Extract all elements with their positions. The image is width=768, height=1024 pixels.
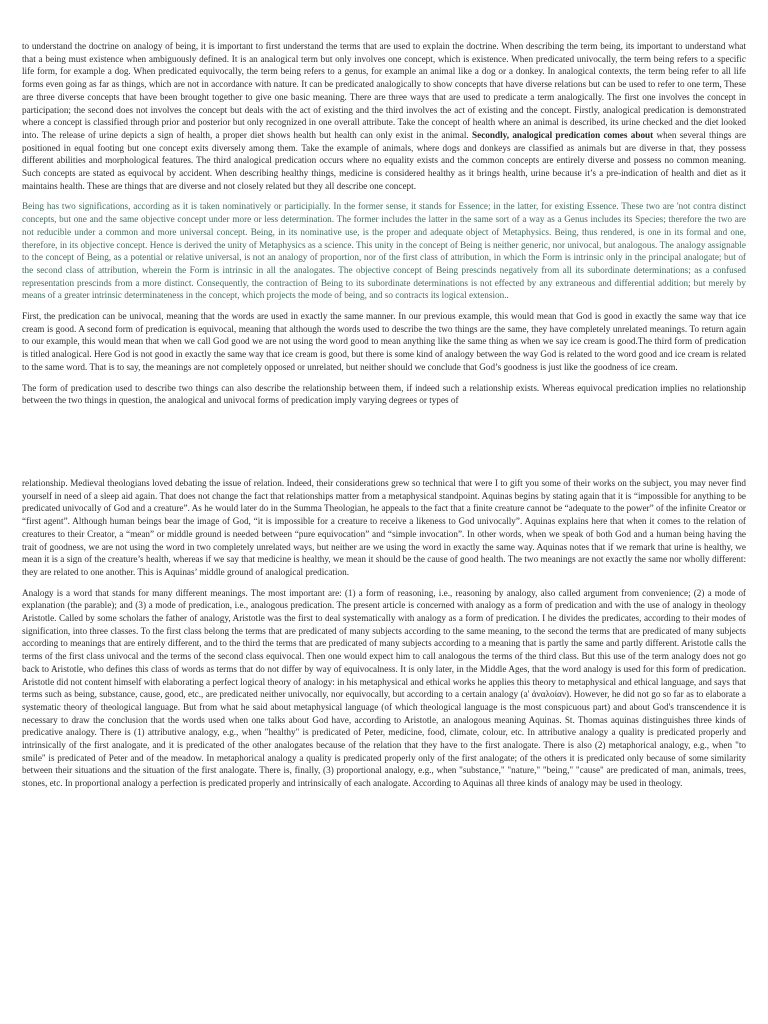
paragraph-text: when several things are positioned in equal footing but one concept exits diversely among them. Take the example of animals, where dogs and donkeys are classified as animals but are diverse in that, they possess different abilities and morphological features. The third analogical predication occurs where no equality exists and the common concepts are entirely diverse and possess no common meaning. Such concepts are stated as equivocal by accident. When describing healthy things, medicine is considered healthy as it brings health, urine because it’s a pre-indication of health and diet as it maintains health. These are things that are diverse and not closely related but they all describe one concept. [22,129,747,191]
bold-phrase: Secondly, analogical predication comes about [472,129,654,140]
document-page [22,40,746,790]
quoted-passage-being-significations: Being has two significations, according as it is taken nominatively or participially. In the former sense, it stands for Essence; in the latter, for existing Essence. These two are 'not contra distinct concepts, but one and the same objective concept under more or less determination. The former includes the latter in the same sort of a way as a Genus includes its Species; therefore the two are not reducible under a common and more universal concept. Being, in its nominative use, is the proper and adequate object of Metaphysics. Being, thus rendered, is one in its formal and one, therefore, in its objective concept. Hence is derived the unity of Metaphysics as a science. This unity in the concept of Being is neither generic, nor univocal, but analogous. The analogy assignable to the concept of Being, as a potential or relative universal, is not an analogy of proportion, nor of the first class of attribution, in which the Form is intrinsic only in the principal analogate; but of the second class of attribution, wherein the Form is intrinsic in all the analogates. The objective concept of Being prescinds negatively from all its subordinate determinations; as a confused representation prescinds from a more distinct. Consequently, the contraction of Being to its subordinate determinations is not effected by any extraneous and differential addition; but merely by means of a greater intrinsic determinateness in the concept, which projects the mode of being, and so contracts its logical extension.. [22,201,746,301]
paragraph-analogy-meanings: Analogy is a word that stands for many different meanings. The most important are: (1) a form of reasoning, i.e., reasoning by analogy, also called argument from convenience; (2) a mode of explanation (the parable); and (3) a mode of predication, i.e., analogous predication. The present article is concerned with analogy as a form of predication and with the use of analogy in theology Aristotle. Called by some scholars the father of analogy, Aristotle was the first to deal systematically with analogy as a form of predication. I he divides the predicates, according to their modes of signification, into three classes. To the first class belong the terms that are predicated of many subjects according to the same meaning, to the second the terms that are predicated of many subjects according to meanings that are entirely different, and to the third the terms that are predicated of many subjects according to a meaning that is partly the same and partly different. Aristotle calls the terms of the first class univocal and the terms of the second class equivocal. Then one would expect him to call analogous the terms of the third class. But this use of the term analogy does not go back to Aristotle, who defines this class of words as terms that do not differ by way of equivocalness. It is only later, in the Middle Ages, that the word analogy is used for this form of predication. Aristotle did not content himself with elaborating a perfect logical theory of analogy: in his metaphysical and ethical works he applies this theory to metaphysical and ethical language, and says that terms such as being, substance, cause, good, etc., are predicated neither univocally, nor equivocally, but according to a certain analogy (a' ἀναλοίαν). However, he did not go so far as to elaborate a systematic theory of theological language. But from what he said about metaphysical language (of which theological language is the most conspicuous part) and about God's transcendence it is necessary to draw the conclusion that the words used when one talks about God have, according to Aristotle, an analogous meaning Aquinas. St. Thomas aquinas distinguishes three kinds of predicative analogy. There is (1) attributive analogy, e.g., when "healthy" is predicated of Peter, medicine, food, climate, colour, etc. In attributive analogy a quality is predicated properly and intrinsically of the first analogate, and it is predicated of the other analogates because of the relation that they have to the first analogate. There is also (2) metaphorical analogy, e.g., when "to smile" is predicated of Peter and of the meadow. In metaphorical analogy a quality is predicated properly only of the first analogate; of the others it is predicated only because of some similarity between their situations and the situation of the first analogate. There is, finally, (3) proportional analogy, e.g., when "substance," "nature," "being," "cause" are predicated of man, animals, trees, stones, etc. In proportional analogy a perfection is predicated properly and intrinsically of each analogate. According to Aquinas all three kinds of analogy may be used in theology. [22,587,746,789]
page-break-gap [22,407,746,477]
paragraph-text: to understand the doctrine on analogy of being, it is important to first understand the terms that are used to explain the doctrine. When describing the term being, its important to understand what that a being must existence when ambiguously defined. It is an analogical term but only involves one concept, which is existence. When predicated univocally, the term being refers to a specific life form, for example a dog. When predicated equivocally, the term being refers to a genus, for example an animal like a dog or a donkey. In analogical contexts, the term being refer to all life forms even going as far as things, which are not in accordance with nature. It can be predicated analogically to show concepts that have diverse relations but can be used to refer to one term, These are three diverse concepts that have been brought together to give one basic meaning. There are three ways that are used to predicate a term analogically. The first one involves the concept in participation; the second does not involves the concept but deals with the act of existing and the third involves the act of existing and the concept. Firstly, analogical predication is demonstrated where a concept is classified through prior and posterior but only recognized in one overall attribute. Take the concept of health where an animal is described, its urine checked and the diet looked into. The release of urine depicts a sign of health, a proper diet shows health but health can only exist in the animal. [22,41,746,140]
paragraph-forms-of-predication: First, the predication can be univocal, meaning that the words are used in exactly the same manner. In our previous example, this would mean that God is good in exactly the same way that ice cream is good. A second form of predication is equivocal, meaning that although the words used to describe the two things are the same, they have completely unrelated meanings. To return again to our example, this would mean that when we call God good we are not using the word good to mean anything like the same thing as when we say ice cream is good.The third form of predication is titled analogical. Here God is not good in exactly the same way that ice cream is good, but there is some kind of analogy between the way God is related to the word good and ice cream is related to the same word. That is to say, the meanings are not completely opposed or unrelated, but neither should we conclude that God’s goodness is just like the goodness of ice cream. [22,311,746,372]
paragraph-relationship-intro: The form of predication used to describe two things can also describe the relationship between them, if indeed such a relationship exists. Whereas equivocal predication implies no relationship between the two things in question, the analogical and univocal forms of predication imply varying degrees or types of [22,382,746,406]
paragraph-medieval-relation: relationship. Medieval theologians loved debating the issue of relation. Indeed, their considerations grew so technical that were I to gift you some of their works on the subject, you may never find yourself in need of a sleep aid again. That does not change the fact that relationships matter from a metaphysical standpoint. Aquinas begins by stating again that it is “impossible for anything to be predicated univocally of God and a creature”. As he would later do in the Summa Theologian, he appeals to the fact that a finite creature cannot be “adequate to the power” of the infinite Creator or “first agent”. Although human beings bear the image of God, “it is impossible for a creature to receive a likeness to God univocally”. Aquinas explains here that when it comes to the relation of creatures to their Creator, a “mean” or middle ground is needed between “pure equivocation” and “simple invocation”. In other words, when we speak of both God and a human being having the trait of goodness, we are not using the word in two completely unrelated ways, but neither are we using the word in exactly the same way. Aquinas notes that if we remark that urine is healthy, we mean it is a sign of the creature’s health, whereas if we say that medicine is healthy, we mean it should be the cause of good health. The two meanings are not exactly the same nor wholly different: they are related to one another. This is Aquinas’ middle ground of analogical predication. [22,477,746,577]
paragraph-analogy-of-being [22,40,746,192]
